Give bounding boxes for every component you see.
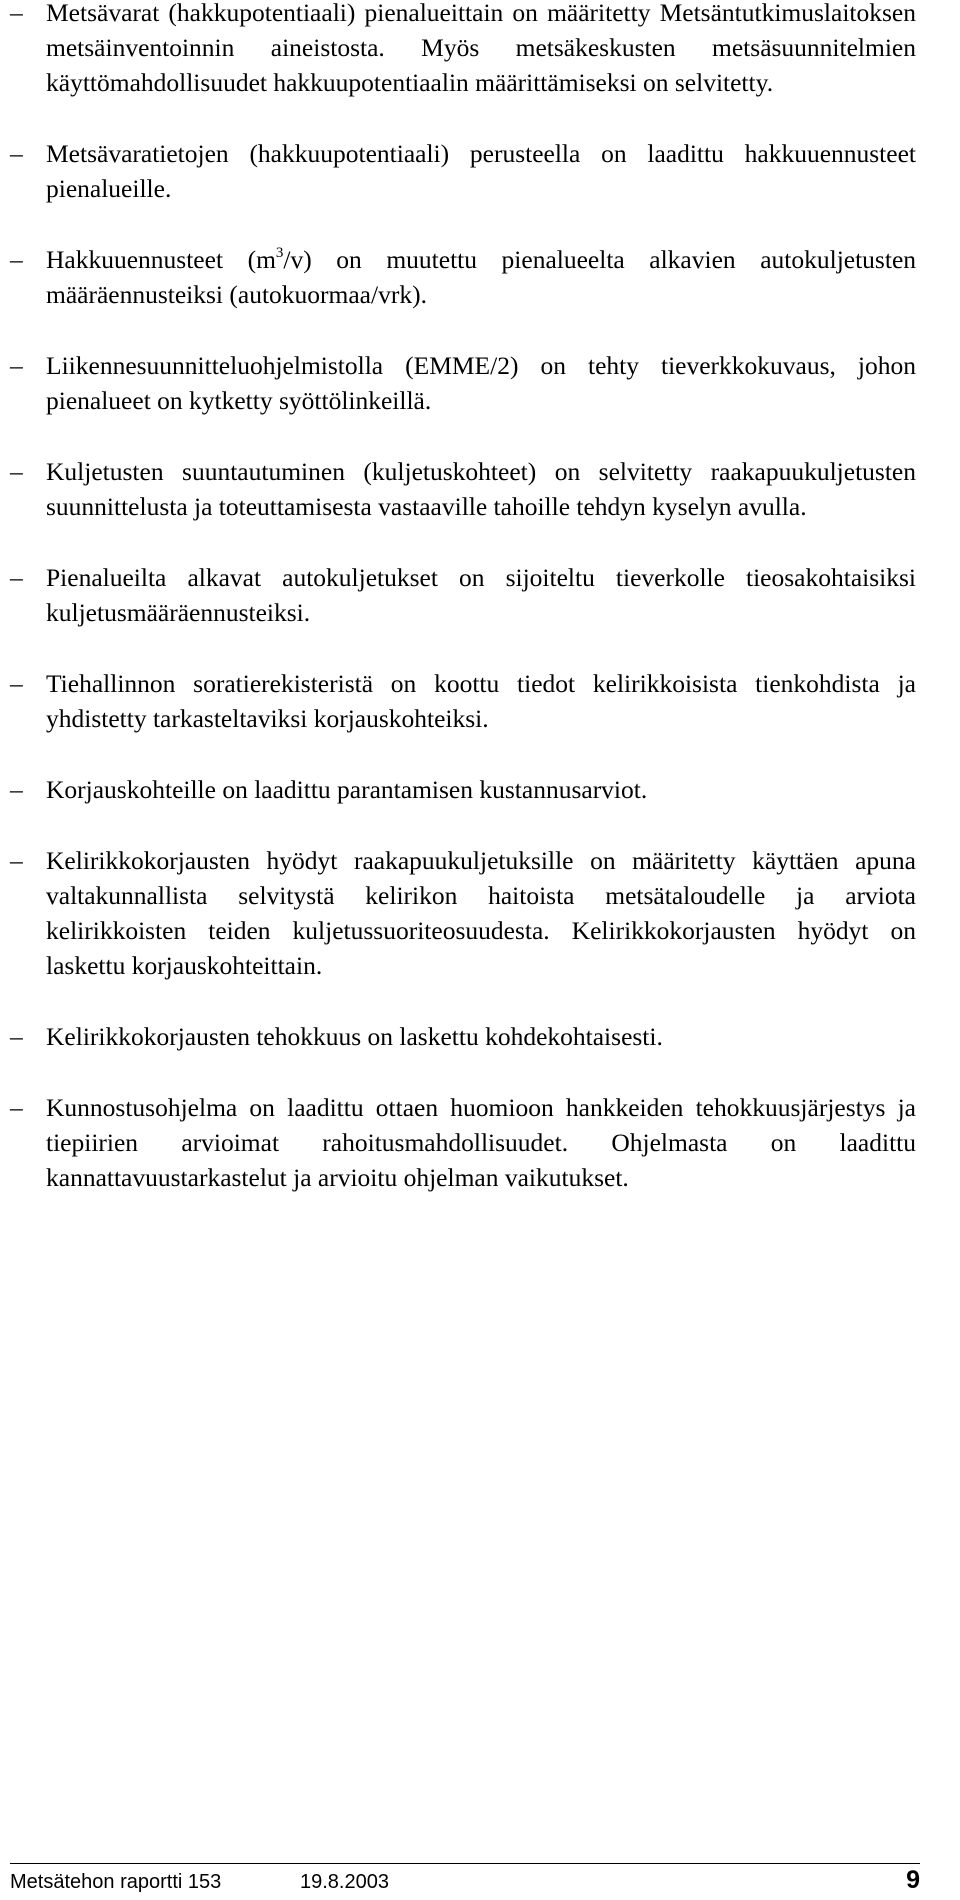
bullet-dash: – — [10, 0, 23, 27]
bullet-dash: – — [10, 457, 23, 486]
bullet-list — [10, 0, 916, 1231]
list-item — [10, 0, 916, 100]
list-item — [10, 242, 916, 312]
list-item — [10, 454, 916, 524]
list-item-text: Kunnostusohjelma on laadittu ottaen huomioon hankkeiden tehokkuusjärjestys ja tiepiirien arvioimat rahoitusmahdollisuudet. Ohjelmasta on laadittu kannattavuustarkastelut ja arvioitu ohjelman vaikutukset. — [46, 1093, 916, 1192]
list-item-text-before: Hakkuuennusteet (m — [46, 245, 276, 274]
list-item-text: Tiehallinnon soratierekisteristä on koottu tiedot kelirikkoisista tienkohdista ja yhdistetty tarkasteltaviksi korjauskohteiksi. — [46, 669, 916, 733]
list-item — [10, 136, 916, 206]
superscript-exponent: 3 — [275, 245, 284, 261]
list-item — [10, 560, 916, 630]
list-item-text: Metsävarat (hakkupotentiaali) pienalueittain on määritetty Metsäntutkimuslaitoksen metsäinventoinnin aineistosta. Myös metsäkeskusten metsäsuunnitelmien käyttömahdollisuudet hakkuupotentiaalin määrittämiseksi on selvitetty. — [46, 0, 916, 97]
list-item — [10, 1090, 916, 1195]
bullet-dash: – — [10, 245, 23, 274]
list-item-text: Korjauskohteille on laadittu parantamisen kustannusarviot. — [46, 775, 648, 804]
bullet-dash: – — [10, 351, 23, 380]
page-number: 9 — [906, 1866, 920, 1894]
bullet-dash: – — [10, 563, 23, 592]
list-item — [10, 348, 916, 418]
list-item-text: Liikennesuunnitteluohjelmistolla (EMME/2) on tehty tieverkkokuvaus, johon pienalueet on kytketty syöttölinkeillä. — [46, 351, 916, 415]
list-item — [10, 843, 916, 983]
bullet-dash: – — [10, 846, 23, 875]
bullet-dash: – — [10, 669, 23, 698]
footer-divider — [10, 1863, 920, 1864]
list-item — [10, 772, 916, 807]
list-item-text: Pienalueilta alkavat autokuljetukset on sijoiteltu tieverkolle tieosakohtaisiksi kuljetusmääräennusteiksi. — [46, 563, 916, 627]
bullet-dash: – — [10, 139, 23, 168]
list-item — [10, 1019, 916, 1054]
footer-report-title: Metsätehon raportti 153 — [10, 1871, 222, 1893]
list-item-text: Metsävaratietojen (hakkuupotentiaali) perusteella on laadittu hakkuuennusteet pienalueille. — [46, 139, 916, 203]
page-footer — [10, 1866, 920, 1897]
list-item-text: Kelirikkokorjausten hyödyt raakapuukuljetuksille on määritetty käyttäen apuna valtakunnallista selvitystä kelirikon haitoista metsätaloudelle ja arviota kelirikkoisten teiden kuljetussuoriteosuudesta. Kelirikkokorjausten hyödyt on laskettu korjauskohteittain. — [46, 846, 916, 980]
footer-date: 19.8.2003 — [300, 1871, 389, 1893]
list-item-text: Kelirikkokorjausten tehokkuus on laskettu kohdekohtaisesti. — [46, 1022, 663, 1051]
bullet-dash: – — [10, 1093, 23, 1122]
bullet-dash: – — [10, 1022, 23, 1051]
list-item-text: Kuljetusten suuntautuminen (kuljetuskohteet) on selvitetty raakapuukuljetusten suunnittelusta ja toteuttamisesta vastaaville tahoille tehdyn kyselyn avulla. — [46, 457, 916, 521]
bullet-dash: – — [10, 775, 23, 804]
list-item — [10, 666, 916, 736]
list-item-text-after: /v) on muutettu pienalueelta alkavien autokuljetusten määräennusteiksi (autokuormaa/vrk). — [46, 245, 917, 309]
